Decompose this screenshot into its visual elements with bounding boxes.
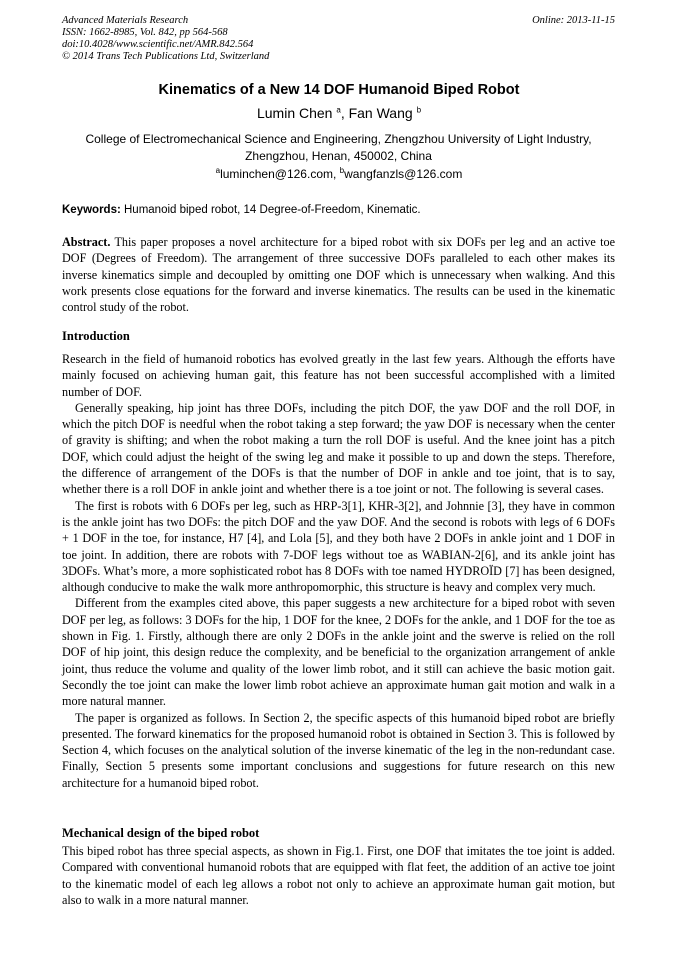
paragraph: Generally speaking, hip joint has three DOFs, including the pitch DOF, the yaw DOF and the roll DOF, in which the pitch DOF is needful when the robot taking a step forward; the yaw DOF is necessary when the center of gravity is shifting; and when the robot making a turn the roll DOF is useful. And the knee joint has a pitch DOF, which could adjust the height of the swing leg and make it possible to up and down the steps. Therefore, the difference of arrangement of the DOFs is that the number of DOF in ankle and toe joint, that is to say, whether there is a roll DOF in ankle joint and whether there is a toe joint or not. The following is several cases. [62, 400, 615, 497]
author-email: wangfanzls@126.com [344, 167, 463, 181]
keywords-label: Keywords: [62, 204, 121, 216]
keywords [62, 204, 615, 216]
paragraph: This biped robot has three special aspects, as shown in Fig.1. First, one DOF that imitates the toe joint is added. Compared with conventional humanoid robots that are equipped with flat feet, the addition of an active toe joint to the kinematic model of each leg allows a robot not only to achieve an approximate human gait motion, but also to walk in a more natural manner. [62, 844, 615, 907]
author-name: Lumin Chen [256, 105, 333, 121]
email-mark: b [339, 166, 345, 175]
issn-line: ISSN: 1662-8985, Vol. 842, pp 564-568 [62, 27, 228, 38]
email-mark: a [215, 166, 221, 175]
author-email: luminchen@126.com, [220, 167, 340, 181]
paragraph: Different from the examples cited above, this paper suggests a new architecture for a biped robot with seven DOF per leg, as follows: 3 DOFs for the hip, 1 DOF for the knee, 2 DOFs for the ankle, and 1 DOF for the toe as shown in Fig. 1. Firstly, although there are only 2 DOFs in the ankle joint and the swerve is relied on the roll DOF of hip joint, this design reduce the complexity, and be beneficial to the organization arrangement of ankle joint, thus reduce the volume and quality of the lower limb robot, and it still can achieve the basic motion gait. Secondly the toe joint can make the lower limb robot achieve an approximate human gait motion and walk in a more natural manner. [62, 596, 615, 709]
author-list [0, 105, 678, 121]
abstract-text: This paper proposes a novel architecture for a biped robot with six DOFs per leg and an active toe DOF (Degrees of Freedom). The arrangement of three successive DOFs paralleled to each other makes its inverse kinematics simple and decoupled by omitting one DOF which is unnecessary when walking. And this work presents close equations for the forward and inverse kinematics. The results can be used in the kinematic control study of the robot. [62, 235, 615, 315]
keywords-text: Humanoid biped robot, 14 Degree-of-Freedom, Kinematic. [120, 204, 421, 216]
affiliation-line: Zhengzhou, Henan, 450002, China [245, 149, 432, 163]
paragraph: The paper is organized as follows. In Section 2, the specific aspects of this humanoid biped robot are briefly presented. The forward kinematics for the proposed humanoid robot is obtained in Section 3. This is followed by Section 4, which focuses on the analytical solution of the inverse kinematic of the leg in the non-redundant case. Finally, Section 5 presents some important conclusions and suggestions for future research on this new architecture for a humanoid biped robot. [62, 710, 615, 790]
affiliation [62, 131, 615, 165]
section-heading: Introduction [62, 329, 130, 343]
abstract [62, 234, 615, 315]
author-emails [0, 166, 678, 181]
author-affil-mark: a [336, 105, 341, 115]
paragraph: Research in the field of humanoid robotics has evolved greatly in the last few years. Although the efforts have mainly focused on achieving human gait, this feature has not been successful accomplished with a limited number of DOF. [62, 352, 615, 399]
affiliation-line: College of Electromechanical Science and Engineering, Zhengzhou University of Light Industry, [85, 132, 592, 146]
abstract-label: Abstract. [62, 235, 111, 249]
section-body [62, 843, 615, 908]
paragraph: The first is robots with 6 DOFs per leg, such as HRP-3[1], KHR-3[2], and Johnnie [3], they have in common is the ankle joint has two DOFs: the pitch DOF and the yaw DOF. And the second is robots with legs of 6 DOFs + 1 DOF in the toe, for instance, H7 [4], and Lola [5], and they both have 2 DOFs in ankle joint and 1 DOF in toe joint. In addition, there are robots with 7-DOF legs without toe as WABIAN-2[6], and its ankle joint has 3DOFs. What’s more, a more sophisticated robot has 8 DOFs with toe named HYDROÏD [7] has been designed, although conducive to make the walk more anthropomorphic, this structure is heavy and complex very much. [62, 498, 615, 595]
journal-name: Advanced Materials Research [62, 15, 189, 26]
doi-line: doi:10.4028/www.scientific.net/AMR.842.564 [62, 39, 254, 50]
copyright-line: © 2014 Trans Tech Publications Ltd, Switzerland [62, 51, 270, 62]
author-separator: , [340, 105, 349, 121]
section-body [62, 351, 615, 791]
journal-header [62, 15, 615, 63]
section-heading: Mechanical design of the biped robot [62, 826, 260, 840]
author-affil-mark: b [416, 105, 422, 115]
author-name: Fan Wang [348, 105, 413, 121]
online-date: Online: 2013-11-15 [532, 15, 615, 26]
paper-title: Kinematics of a New 14 DOF Humanoid Biped Robot [158, 82, 520, 98]
